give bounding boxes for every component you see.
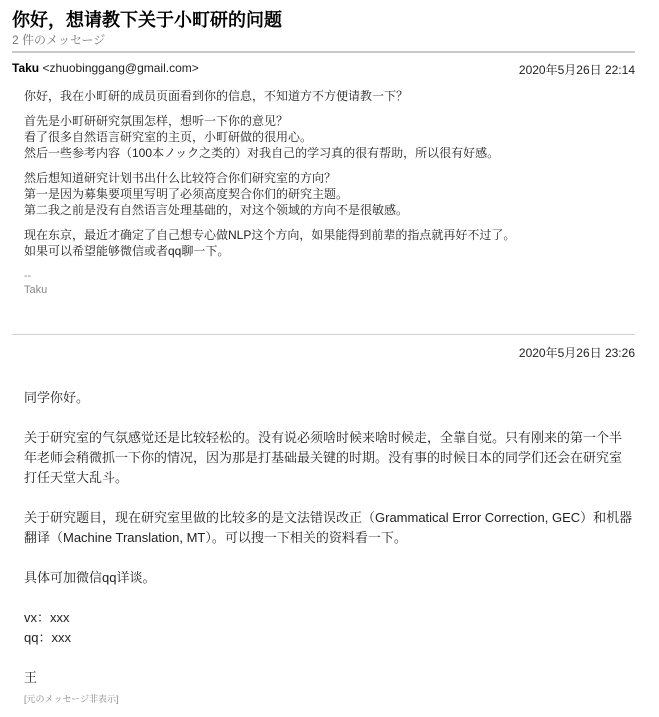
- show-quoted-text-link[interactable]: [元のメッセージ非表示]: [24, 694, 119, 704]
- text-block: 关于研究题目，现在研究室里做的比较多的是文法错误改正（Grammatical Error Correction, GEC）和机器翻译（Machine Translation, MT）。可以搜一下相关的资料看一下。: [24, 510, 633, 545]
- paragraph: [24, 113, 624, 161]
- text-line: 第二我之前是没有自然语言处理基础的，对这个领域的方向不是很敏感。: [24, 203, 409, 217]
- message-count: 2 件のメッセージ: [12, 33, 106, 47]
- text-line: 首先是小町研研究氛围怎样，想听一下你的意见？: [24, 114, 289, 128]
- text-line: 现在东京，最近才确定了自己想专心做NLP这个方向，如果能得到前辈的指点就再好不过了。: [24, 228, 516, 242]
- thread-subject: 你好，想请教下关于小町研的问题: [12, 10, 282, 30]
- paragraph: [24, 170, 624, 218]
- text-line: 如果可以希望能够微信或者qq聊一下。: [24, 244, 230, 258]
- sign-off: 王: [24, 670, 38, 685]
- text-line: 具体可加微信qq详谈。: [24, 570, 156, 585]
- text-line: 第一是因为募集要项里写明了必须高度契合你们的研究主题。: [24, 187, 349, 201]
- paragraph: [24, 508, 634, 548]
- divider: [12, 334, 635, 335]
- paragraph: [24, 568, 634, 588]
- text-line: 然后想知道研究计划书出什么比较符合你们研究室的方向？: [24, 171, 337, 185]
- greeting: 同学你好。: [24, 390, 90, 405]
- signature: [24, 269, 624, 297]
- paragraph: [24, 227, 624, 259]
- paragraph: [24, 388, 634, 408]
- message-body: [24, 388, 634, 708]
- contact-qq: qq：xxx: [24, 630, 71, 645]
- divider: [12, 51, 635, 53]
- paragraph: [24, 608, 634, 648]
- message-body: [24, 88, 624, 297]
- sender-name: Taku: [12, 61, 40, 75]
- paragraph: [24, 88, 624, 104]
- message-date: 2020年5月26日 22:14: [518, 63, 635, 77]
- sender-email: <zhuobinggang@gmail.com>: [42, 61, 199, 75]
- signature-line: --: [24, 270, 32, 282]
- paragraph: [24, 668, 634, 688]
- sender[interactable]: [12, 61, 199, 75]
- message-header[interactable]: [12, 344, 635, 360]
- signature-line: Taku: [24, 284, 48, 296]
- text-block: 关于研究室的气氛感觉还是比较轻松的。没有说必须啥时候来啥时候走，全靠自觉。只有刚来的第一个半年老师会稍微抓一下你的情况，因为那是打基础最关键的时期。没有事的时候日本的同学们还会在研究室打任天堂大乱斗。: [24, 430, 623, 485]
- contact-vx: vx：xxx: [24, 610, 70, 625]
- text-line: 然后一些参考内容（100本ノック之类的）对我自己的学习真的很有帮助，所以很有好感。: [24, 146, 500, 160]
- message-date: 2020年5月26日 23:26: [518, 346, 635, 360]
- text-line: 你好，我在小町研的成员页面看到你的信息，不知道方不方便请教一下？: [24, 89, 409, 103]
- paragraph: [24, 428, 634, 488]
- text-line: 看了很多自然语言研究室的主页，小町研做的很用心。: [24, 130, 313, 144]
- message-header[interactable]: [12, 61, 635, 77]
